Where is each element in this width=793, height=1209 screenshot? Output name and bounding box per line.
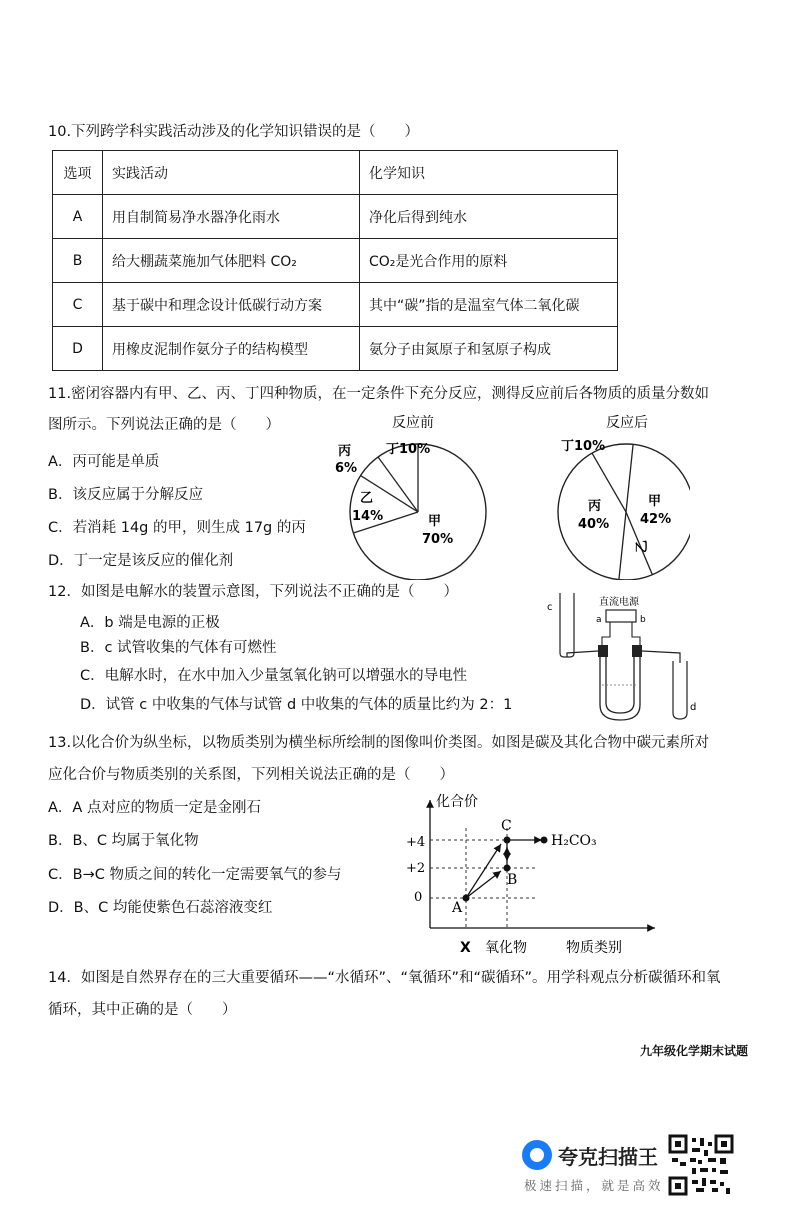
watermark-brand: 夸克扫描王 — [558, 1145, 658, 1169]
test-tube-c — [560, 593, 574, 657]
power-wires — [602, 622, 640, 647]
q11-option-a: A．丙可能是单质 — [48, 454, 160, 470]
q11-stem-line2: 图所示。下列说法正确的是（ ） — [48, 417, 280, 433]
grid-dashes — [430, 828, 535, 928]
row-activity: 用橡皮泥制作氨分子的结构模型 — [103, 327, 360, 371]
power-source-label: 直流电源 — [599, 597, 639, 608]
h2co3-label: H₂CO₃ — [551, 833, 597, 849]
row-activity: 给大棚蔬菜施加气体肥料 CO₂ — [103, 239, 360, 283]
row-option: D — [53, 327, 103, 371]
pie-after-label-yi: 乙 — [635, 539, 650, 553]
point-c — [504, 837, 511, 844]
q12-option-d: D．试管 c 中收集的气体与试管 d 中收集的气体的质量比约为 2：1 — [80, 697, 513, 713]
pie-after-title: 反应后 — [606, 415, 648, 431]
pie-after-label-bing-name: 丙 — [588, 499, 602, 514]
q13-stem-line2: 应化合价与物质类别的关系图，下列相关说法正确的是（ ） — [48, 767, 454, 783]
q11-option-c: C．若消耗 14g 的甲，则生成 17g 的丙 — [48, 520, 306, 536]
pie-before-label-bing-name: 丙 — [338, 444, 352, 459]
row-activity: 基于碳中和理念设计低碳行动方案 — [103, 283, 360, 327]
pie-before-label-yi-percent: 14% — [352, 509, 384, 524]
pie-before-label-jia-name: 甲 — [428, 514, 442, 529]
table-row — [53, 195, 618, 239]
q13-option-c: C．B→C 物质之间的转化一定需要氧气的参与 — [48, 867, 342, 883]
pie-after-label-jia-percent: 42% — [640, 512, 672, 527]
watermark-slogan: 极速扫描，就是高效 — [524, 1178, 664, 1193]
table-row — [53, 327, 618, 371]
q11-stem-line1: 11.密闭容器内有甲、乙、丙、丁四种物质，在一定条件下充分反应，测得反应前后各物质的质量分数如 — [48, 386, 710, 402]
pie-before-title: 反应前 — [392, 415, 434, 431]
q14-stem-line2: 循环，其中正确的是（ ） — [48, 1002, 237, 1018]
pie-slice-boundary — [619, 512, 626, 580]
page-footer: 九年级化学期末试题 — [640, 1044, 749, 1058]
x-tick-oxide: 氧化物 — [485, 940, 527, 956]
pie-before-label-yi-name: 乙 — [360, 491, 374, 506]
q10-stem: 10.下列跨学科实践活动涉及的化学知识错误的是（ ） — [48, 124, 420, 140]
row-knowledge: 其中“碳”指的是温室气体二氧化碳 — [360, 283, 618, 327]
q11-pie-charts — [330, 410, 690, 580]
q14-stem-line1: 14．如图是自然界存在的三大重要循环——“水循环”、“氧循环”和“碳循环”。用学科观点分析碳循环和氧 — [48, 970, 721, 986]
point-b-label: B — [507, 872, 518, 888]
point-c-label: C — [501, 818, 512, 834]
q11-option-b: B．该反应属于分解反应 — [48, 487, 203, 503]
stopper-left — [598, 645, 608, 657]
y-tick-plus4: +4 — [406, 835, 426, 850]
y-axis-label: 化合价 — [436, 794, 478, 810]
quark-logo-icon — [522, 1140, 552, 1170]
table-row — [53, 283, 618, 327]
electrolysis-diagram — [540, 585, 715, 725]
arrow-a-to-c — [466, 844, 501, 898]
pie-slice-boundary — [378, 457, 418, 512]
x-axis-label: 物质类别 — [566, 940, 622, 956]
pie-after-label-jia-name: 甲 — [648, 494, 662, 509]
pie-before-label-bing-percent: 6% — [335, 461, 358, 476]
row-knowledge: 净化后得到纯水 — [360, 195, 618, 239]
pie-after-label-ding: 丁10% — [561, 439, 606, 454]
q13-option-d: D．B、C 均能使紫色石蕊溶液变红 — [48, 900, 273, 916]
row-knowledge: CO₂是光合作用的原料 — [360, 239, 618, 283]
y-tick-plus2: +2 — [406, 861, 426, 876]
tube-d-connector — [642, 651, 680, 663]
tube-c-connector — [567, 651, 598, 657]
q12-stem: 12．如图是电解水的装置示意图，下列说法不正确的是（ ） — [48, 584, 458, 600]
q12-option-b: B．c 试管收集的气体有可燃性 — [80, 640, 277, 656]
row-option: A — [53, 195, 103, 239]
valence-category-graph — [370, 788, 670, 958]
pie-slice-boundary — [626, 444, 633, 512]
point-a-label: A — [452, 900, 463, 916]
terminal-a-label: a — [596, 615, 602, 625]
pie-before-label-ding: 丁10% — [386, 442, 431, 457]
test-tube-d — [673, 661, 687, 719]
point-h2co3 — [541, 837, 548, 844]
q11-option-d: D．丁一定是该反应的催化剂 — [48, 553, 234, 569]
q13-option-a: A．A 点对应的物质一定是金刚石 — [48, 800, 261, 816]
x-tick-x: X — [460, 940, 471, 956]
stopper-right — [632, 645, 642, 657]
qr-code-icon — [668, 1134, 734, 1196]
y-tick-zero: 0 — [414, 890, 423, 905]
tube-d-label: d — [690, 702, 697, 713]
header-activity: 实践活动 — [103, 151, 360, 195]
q12-option-c: C．电解水时，在水中加入少量氢氧化钠可以增强水的导电性 — [80, 668, 468, 684]
u-tube — [600, 647, 640, 720]
q13-stem-line1: 13.以化合价为纵坐标，以物质类别为横坐标所绘制的图像叫价类图。如图是碳及其化合物中碳元素所对 — [48, 735, 710, 751]
q10-table — [52, 150, 618, 371]
row-activity: 用自制简易净水器净化雨水 — [103, 195, 360, 239]
row-option: C — [53, 283, 103, 327]
table-row — [53, 239, 618, 283]
pie-before-label-jia-percent: 70% — [422, 532, 454, 547]
table-header-row — [53, 151, 618, 195]
header-knowledge: 化学知识 — [360, 151, 618, 195]
header-option: 选项 — [53, 151, 103, 195]
terminal-b-label: b — [640, 615, 646, 625]
point-a — [463, 895, 470, 902]
row-option: B — [53, 239, 103, 283]
power-source-box — [606, 610, 636, 622]
tube-c-label: c — [547, 602, 553, 613]
row-knowledge: 氨分子由氮原子和氢原子构成 — [360, 327, 618, 371]
q12-option-a: A．b 端是电源的正极 — [80, 615, 220, 631]
arrow-a-to-b — [466, 871, 501, 898]
q13-option-b: B．B、C 均属于氧化物 — [48, 833, 199, 849]
point-b — [504, 865, 511, 872]
pie-after-label-bing-percent: 40% — [578, 517, 610, 532]
